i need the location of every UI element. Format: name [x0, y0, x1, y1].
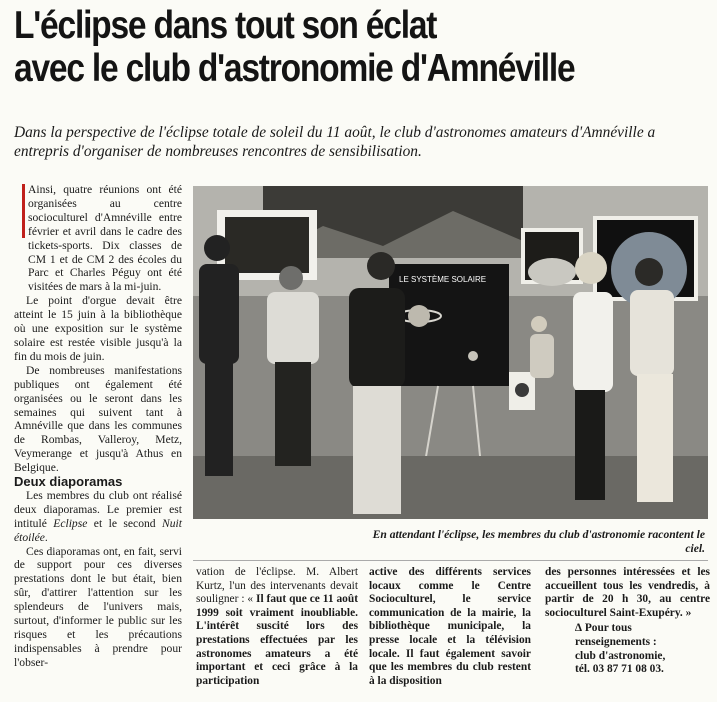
headline-line-1: L'éclipse dans tout son éclat [14, 4, 437, 47]
headline-line-2: avec le club d'astronomie d'Amnéville [14, 47, 575, 90]
subheading: Deux diaporamas [14, 474, 123, 490]
paragraph-4-text: Les membres du club ont réalisé deux diaporamas. Le premier est intitulé [14, 488, 182, 530]
article-paragraph-2: Le point d'orgue devait être atteint le 15 juin à la bibliothèque où une exposition sur le système solaire est restée visible jusqu'à la fin du mois de juin. [14, 294, 182, 363]
exhibition-photo-illustration [193, 186, 708, 519]
article-column-2 [196, 566, 358, 688]
column-2-quote: Il faut que ce 11 août 1999 soit vraiment inoubliable. L'intérêt suscité lors des prestations effectuées par les astronomes amateurs a été important et ceci grâce à la participation [196, 593, 358, 687]
photo [193, 186, 708, 519]
contact-line-2: renseignements : [575, 635, 657, 648]
column-2-text: vation de l'éclipse. M. Albert Kurtz, l'un des intervenants devait souligner : « [196, 566, 358, 606]
article-column-4 [545, 566, 710, 677]
article-paragraph-3: De nombreuses manifestations publiques ont également été organisées ou le seront dans les semaines qui suivent tant à Amnéville que dans les communes de Rombas, Valleroy, Metz, Veymerange et jusqu'à Athus en Belgique. [14, 363, 182, 475]
photo-caption: En attendant l'éclipse, les membres du club d'astronomie racontent le ciel. [372, 528, 705, 555]
article-paragraph-1: Ainsi, quatre réunions ont été organisées au centre socioculturel d'Amnéville entre février et avril dans le cadre des tickets-sports. Dix classes de CM 1 et de CM 2 des écoles du Parc et Charles Péguy ont été visitées de mars à la mi-juin. [28, 183, 182, 294]
column-2-paragraph [196, 566, 358, 688]
article-paragraph-5: Ces diaporamas ont, en fait, servi de support pour ces diverses prestations dont le but était, bien sûr, d'attirer l'attention sur les splendeurs de l'univers mais, surtout, d'informer le public sur les risques et les précautions indispensables à prendre pour l'obser- [14, 544, 182, 669]
diaporama-title-1: Eclipse [53, 516, 88, 530]
paragraph-4-end: . [44, 530, 48, 544]
contact-line-1: ∆ Pour tous [575, 622, 632, 635]
article-column-1 [14, 183, 182, 670]
column-3-paragraph: active des différents services locaux comme le Centre Socioculturel, le service communication de la mairie, la bibliothèque municipale, la presse locale et la télévision locale. Il faut également savoir que les membres du club restent à la disposition [369, 566, 531, 687]
contact-info [545, 622, 710, 676]
paragraph-4-text-2: et le second [87, 516, 162, 530]
divider [193, 560, 708, 561]
diaporama-title-2: Nuit étoilée [14, 516, 182, 544]
lead-paragraph: Dans la perspective de l'éclipse totale de soleil du 11 août, le club d'astronomes amateurs d'Amnéville a entrepris d'organiser de nombreuses rencontres de sensibilisation. [14, 124, 656, 160]
poster-label: LE SYSTÈME SOLAIRE [399, 275, 487, 284]
article-paragraph-4 [14, 489, 182, 545]
column-4-paragraph: des personnes intéressées et les accueillent tous les vendredis, à partir de 20 h 30, au centre socioculturel Saint-Exupéry. » [545, 566, 710, 619]
article-column-3 [369, 566, 531, 688]
headline [14, 4, 613, 90]
contact-phone: tél. 03 87 71 08 03. [575, 663, 664, 676]
contact-line-3: club d'astronomie, [575, 649, 666, 662]
